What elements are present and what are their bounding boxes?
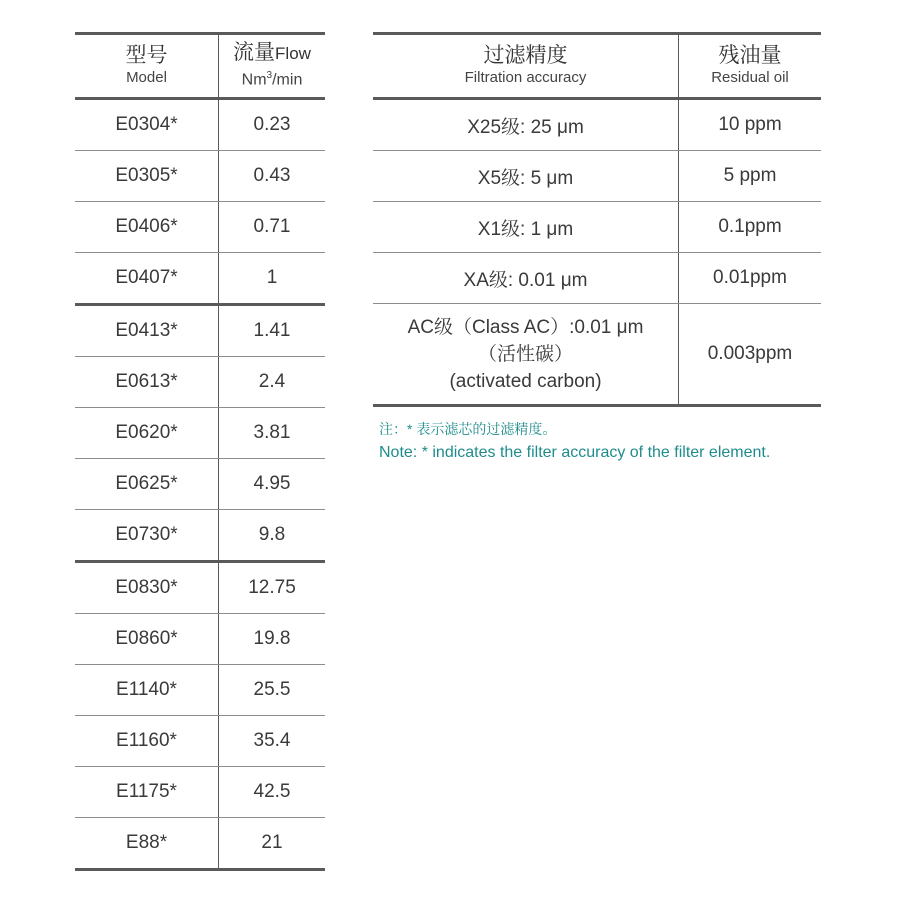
model-cell: E88* (75, 818, 219, 870)
model-cell: E1140* (75, 665, 219, 716)
accuracy-cell: X5级: 5 μm (373, 151, 679, 202)
flow-cell: 1.41 (219, 305, 326, 357)
model-cell: E0860* (75, 614, 219, 665)
model-header-cn: 型号 (125, 44, 168, 67)
oil-cell: 0.01ppm (679, 253, 822, 304)
accuracy-line2: （活性碳） (477, 343, 573, 365)
accuracy-header-cn: 过滤精度 (483, 44, 568, 67)
model-cell: E0830* (75, 562, 219, 614)
table-row (75, 562, 325, 614)
table-row (373, 253, 821, 304)
table-row (75, 614, 325, 665)
accuracy-line1: AC级（Class AC）:0.01 μm (407, 316, 644, 338)
table-row (373, 304, 821, 406)
flow-cell: 0.43 (219, 151, 326, 202)
flow-cell: 19.8 (219, 614, 326, 665)
flow-unit-pre: Nm (241, 71, 267, 89)
flow-unit (219, 66, 325, 90)
accuracy-cell: X25级: 25 μm (373, 99, 679, 151)
model-cell: E0730* (75, 510, 219, 562)
table-row (373, 151, 821, 202)
accuracy-line3: (activated carbon) (449, 370, 602, 392)
flow-column-header (219, 34, 326, 99)
model-column-header (75, 34, 219, 99)
flow-cell: 21 (219, 818, 326, 870)
flow-unit-post: /min (272, 71, 303, 89)
table-row (75, 151, 325, 202)
oil-header-en: Residual oil (711, 69, 789, 86)
model-flow-table (75, 32, 325, 871)
accuracy-cell-activated-carbon (373, 304, 679, 406)
table-row (75, 459, 325, 510)
flow-cell: 1 (219, 253, 326, 305)
flow-cell: 25.5 (219, 665, 326, 716)
flow-cell: 12.75 (219, 562, 326, 614)
model-cell: E0407* (75, 253, 219, 305)
model-table-header-row (75, 34, 325, 99)
table-row (373, 202, 821, 253)
oil-column-header (679, 34, 822, 99)
flow-header-en: Flow (275, 44, 311, 64)
flow-cell: 35.4 (219, 716, 326, 767)
oil-header-cn: 残油量 (718, 44, 782, 67)
table-row (75, 305, 325, 357)
model-header-en: Model (126, 69, 167, 86)
accuracy-cell: X1级: 1 μm (373, 202, 679, 253)
table-row (75, 408, 325, 459)
table-row (75, 510, 325, 562)
table-row (75, 357, 325, 408)
flow-cell: 4.95 (219, 459, 326, 510)
accuracy-column-header (373, 34, 679, 99)
flow-cell: 2.4 (219, 357, 326, 408)
table-row (75, 99, 325, 151)
flow-cell: 0.71 (219, 202, 326, 253)
footnote-cn: 注：* 表示滤芯的过滤精度。 (379, 421, 557, 437)
model-cell: E0620* (75, 408, 219, 459)
model-cell: E1175* (75, 767, 219, 818)
oil-cell: 5 ppm (679, 151, 822, 202)
model-cell: E0406* (75, 202, 219, 253)
accuracy-header-en: Filtration accuracy (464, 69, 587, 86)
flow-cell: 42.5 (219, 767, 326, 818)
model-cell: E0613* (75, 357, 219, 408)
flow-cell: 3.81 (219, 408, 326, 459)
oil-cell: 10 ppm (679, 99, 822, 151)
flow-header-line1 (219, 41, 325, 66)
table-row (373, 99, 821, 151)
table-row (75, 818, 325, 870)
flow-header-cn: 流量 (233, 41, 276, 65)
accuracy-cell: XA级: 0.01 μm (373, 253, 679, 304)
accuracy-table-header-row (373, 34, 821, 99)
flow-unit-sup: 3 (266, 70, 273, 82)
footnote-en: Note: * indicates the filter accuracy of the filter element. (379, 444, 771, 461)
model-cell: E0304* (75, 99, 219, 151)
oil-cell: 0.1ppm (679, 202, 822, 253)
flow-cell: 9.8 (219, 510, 326, 562)
model-cell: E0625* (75, 459, 219, 510)
table-row (75, 716, 325, 767)
model-cell: E0305* (75, 151, 219, 202)
model-cell: E0413* (75, 305, 219, 357)
model-cell: E1160* (75, 716, 219, 767)
table-row (75, 202, 325, 253)
flow-cell: 0.23 (219, 99, 326, 151)
table-row (75, 253, 325, 305)
accuracy-oil-table (373, 32, 821, 407)
table-row (75, 665, 325, 716)
footnote (379, 418, 770, 466)
oil-cell: 0.003ppm (679, 304, 822, 406)
table-row (75, 767, 325, 818)
